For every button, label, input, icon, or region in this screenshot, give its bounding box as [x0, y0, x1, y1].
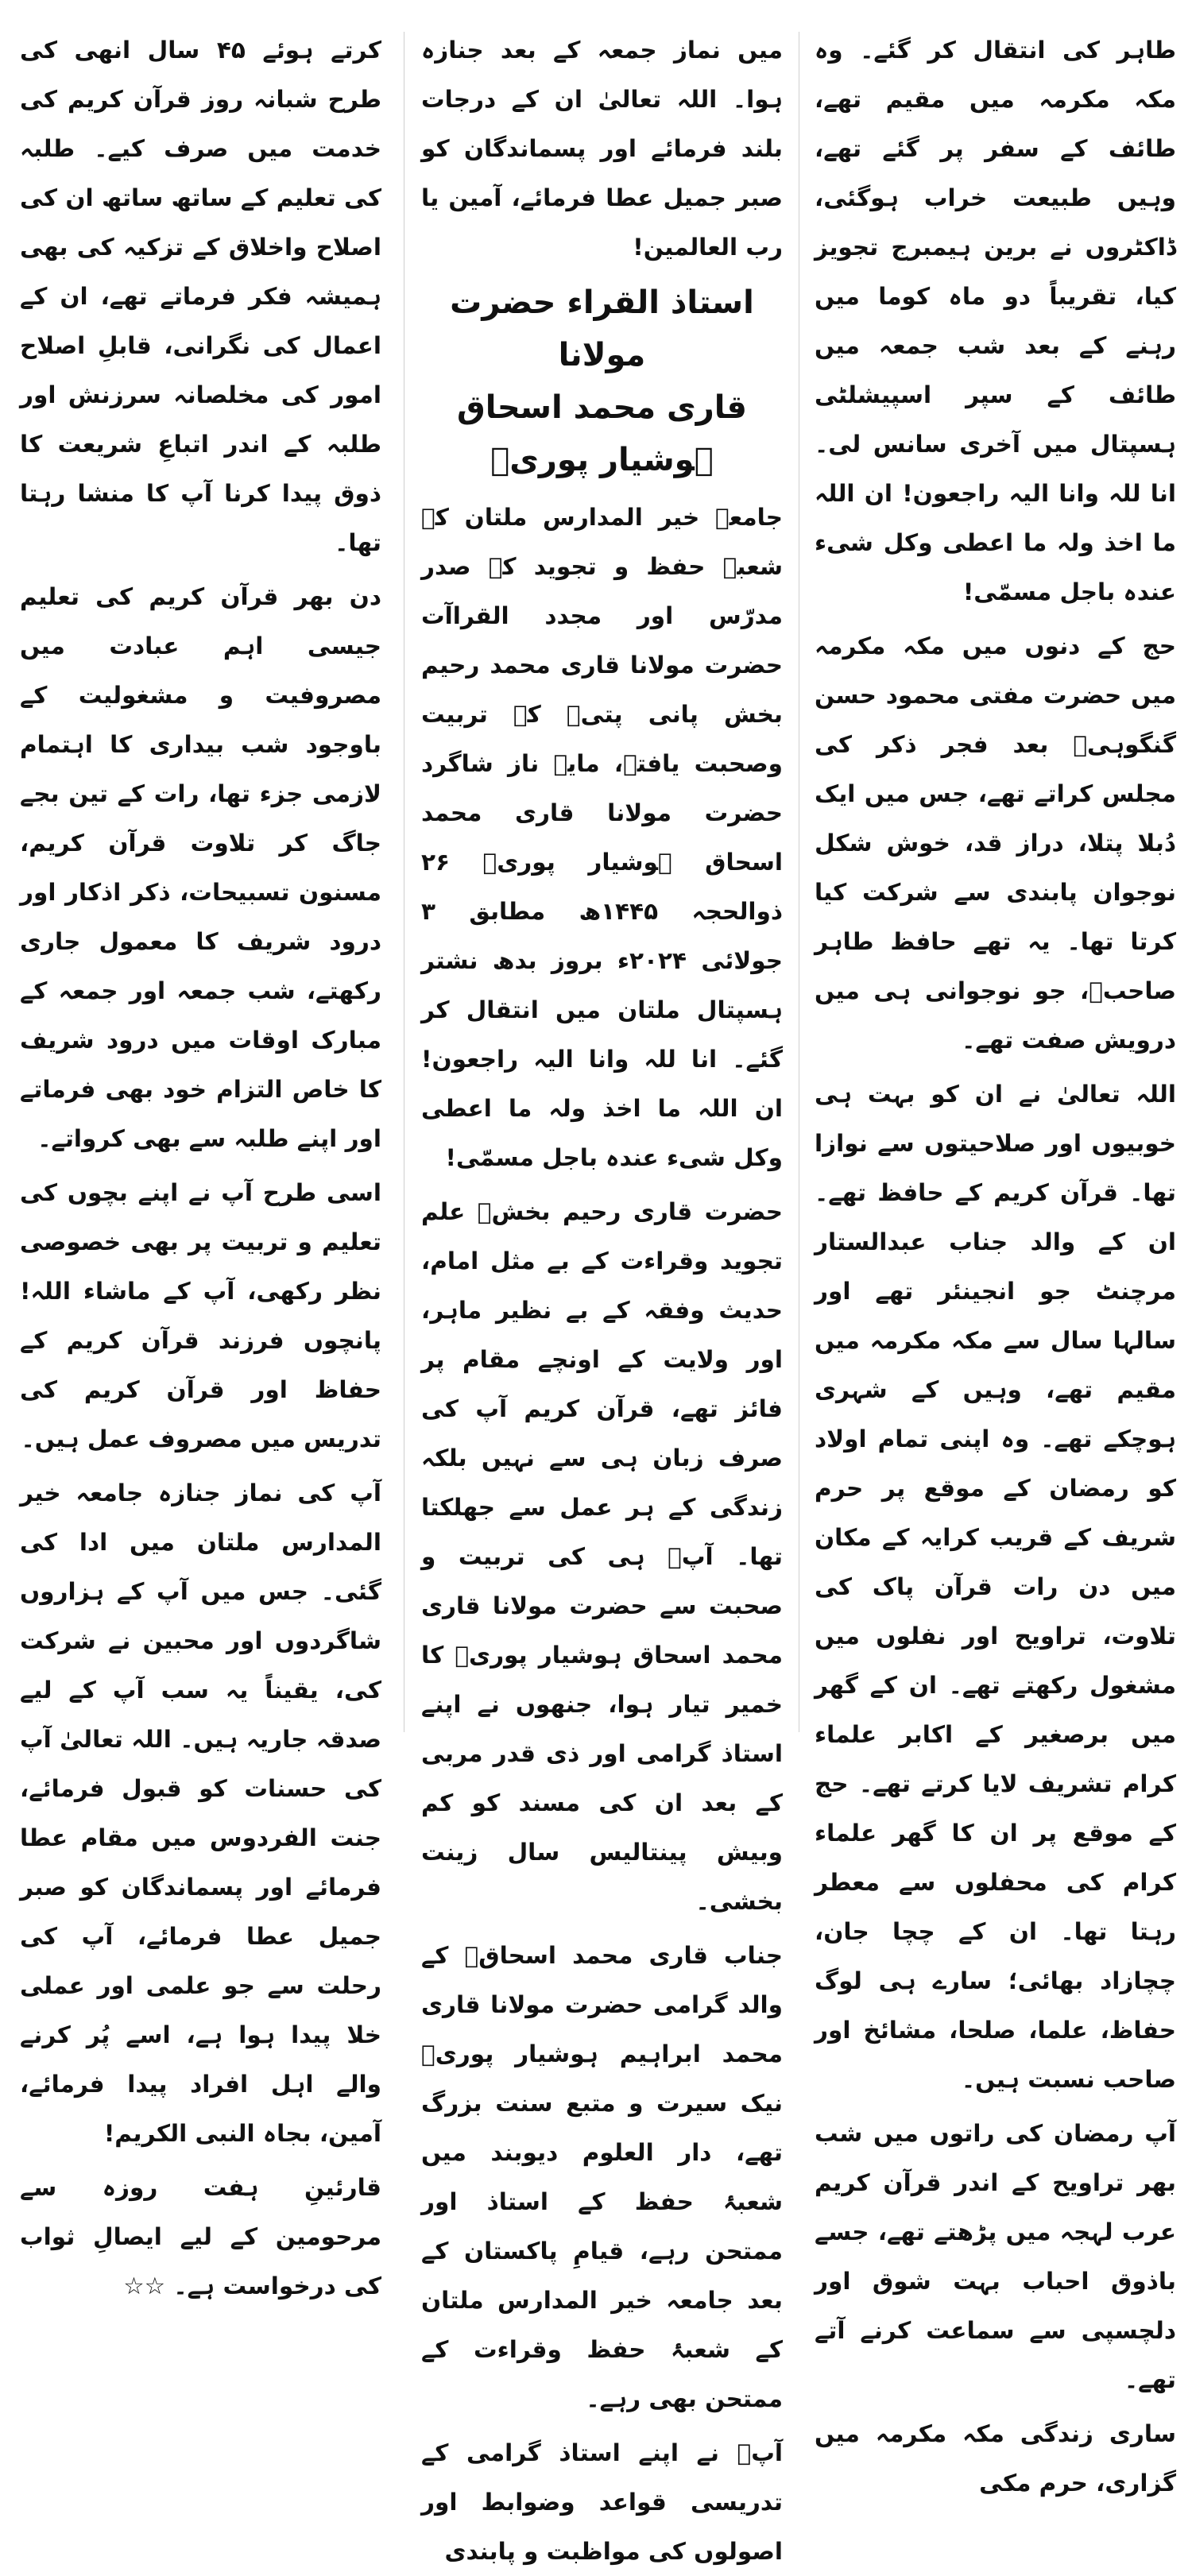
article-heading: [421, 277, 783, 486]
paragraph: حج کے دنوں میں مکہ مکرمہ میں حضرت مفتی محمود حسن گنگوہیؒ بعد فجر ذکر کی مجلس کراتے تھے، جس میں ایک دُبلا پتلا، دراز قد، خوش شکل نوجوان پابندی سے شرکت کیا کرتا تھا۔ یہ تھے حافظ طاہر صاحبؒ، جو نوجوانی ہی میں درویش صفت تھے۔: [815, 632, 1176, 1054]
paragraph: ساری زندگی مکہ مکرمہ میں گزاری، حرم مکی: [815, 2420, 1176, 2497]
paragraph: آپ رمضان کی راتوں میں شب بھر تراویح کے اندر قرآن کریم عرب لہجہ میں پڑھتے تھے، جسے باذوق احباب بہت شوق اور دلچسپی سے سماعت کرنے آتے تھے۔: [815, 2120, 1176, 2393]
paragraph: دن بھر قرآن کریم کی تعلیم جیسی اہم عبادت میں مصروفیت و مشغولیت کے باوجود شب بیداری کا اہتمام لازمی جزء تھا، رات کے تین بجے جاگ کر تلاوت قرآن کریم، مسنون تسبیحات، ذکر اذکار اور درود شریف کا معمول جاری رکھتے، شب جمعہ اور جمعہ کے مبارک اوقات میں درود شریف کا خاص التزام خود بھی فرماتے اور اپنے طلبہ سے بھی کرواتے۔: [20, 583, 381, 1152]
heading-line: قاری محمد اسحاق ہوشیار پوریؒ: [457, 389, 747, 478]
left-column: [20, 25, 381, 2299]
paragraph: کرتے ہوئے ۴۵ سال انھی کی طرح شبانہ روز قرآن کریم کی خدمت میں صرف کیے۔ طلبہ کی تعلیم کے ساتھ ساتھ ان کی اصلاح واخلاق کے تزکیہ کی بھی ہمیشہ فکر فرماتے تھے، ان کے اعمال کی نگرانی، قابلِ اصلاح امور کی مخلصانہ سرزنش اور طلبہ کے اندر اتباعِ شریعت کا ذوق پیدا کرنا آپ کا منشا رہتا تھا۔: [20, 37, 381, 556]
middle-column: [421, 25, 783, 2565]
heading-line: استاذ القراء حضرت مولانا: [450, 284, 754, 373]
paragraph: جامعہ خیر المدارس ملتان کے شعبۂ حفظ و تجوید کے صدر مدرّس اور مجدد القراآت حضرت مولانا قاری محمد رحیم بخش پانی پتیؒ کے تربیت وصحبت یافتہ، مایہ ناز شاگرد حضرت مولانا قاری محمد اسحاق ہوشیار پوریؒ ۲۶ ذوالحجہ ۱۴۴۵ھ مطابق ۳ جولائی ۲۰۲۴ء بروز بدھ نشتر ہسپتال ملتان میں انتقال کر گئے۔ انا للہ وانا الیہ راجعون! ان اللہ ما اخذ ولہ ما اعطی وکل شیء عندہ باجل مسمّی!: [421, 504, 783, 1171]
right-column: [815, 25, 1176, 2497]
paragraph: جناب قاری محمد اسحاقؒ کے والد گرامی حضرت مولانا قاری محمد ابراہیم ہوشیار پوریؒ نیک سیرت و متبع سنت بزرگ تھے، دار العلوم دیوبند میں شعبۂ حفظ کے استاذ اور ممتحن رہے، قیامِ پاکستان کے بعد جامعہ خیر المدارس ملتان کے شعبۂ حفظ وقراءت کے ممتحن بھی رہے۔: [421, 1942, 783, 2412]
paragraph: اسی طرح آپ نے اپنے بچوں کی تعلیم و تربیت پر بھی خصوصی نظر رکھی، آپ کے ماشاء اللہ! پانچوں فرزند قرآن کریم کے حفاظ اور قرآن کریم کی تدریس میں مصروف عمل ہیں۔: [20, 1179, 381, 1452]
paragraph: آپ کی نماز جنازہ جامعہ خیر المدارس ملتان میں ادا کی گئی۔ جس میں آپ کے ہزاروں شاگردوں اور محبین نے شرکت کی، یقیناً یہ سب آپ کے لیے صدقہ جاریہ ہیں۔ اللہ تعالیٰ آپ کی حسنات کو قبول فرمائے، جنت الفردوس میں مقام عطا فرمائے اور پسماندگان کو صبر جمیل عطا فرمائے، آپ کی رحلت سے جو علمی اور عملی خلا پیدا ہوا ہے، اسے پُر کرنے والے اہل افراد پیدا فرمائے، آمین، بجاہ النبی الکریم!: [20, 1479, 381, 2147]
paragraph: آپؒ نے اپنے استاذ گرامی کے تدریسی قواعد وضوابط اور اصولوں کی مواظبت و پابندی: [421, 2439, 783, 2565]
paragraph: حضرت قاری رحیم بخشؒ علم تجوید وقراءت کے بے مثل امام، حدیث وفقہ کے بے نظیر ماہر، اور ولایت کے اونچے مقام پر فائز تھے، قرآن کریم آپ کی صرف زبان ہی سے نہیں بلکہ زندگی کے ہر عمل سے جھلکتا تھا۔ آپؒ ہی کی تربیت و صحبت سے حضرت مولانا قاری محمد اسحاق ہوشیار پوریؒ کا خمیر تیار ہوا، جنھوں نے اپنے استاذ گرامی اور ذی قدر مربی کے بعد ان کی مسند کو کم وبیش پینتالیس سال زینت بخشی۔: [421, 1198, 783, 1915]
paragraph: میں نماز جمعہ کے بعد جنازہ ہوا۔ اللہ تعالیٰ ان کے درجات بلند فرمائے اور پسماندگان کو صبر جمیل عطا فرمائے، آمین یا رب العالمین!: [421, 37, 783, 261]
paragraph: قارئینِ ہفت روزہ سے مرحومین کے لیے ایصالِ ثواب کی درخواست ہے۔ ☆☆: [20, 2174, 381, 2299]
paragraph: اللہ تعالیٰ نے ان کو بہت ہی خوبیوں اور صلاحیتوں سے نوازا تھا۔ قرآن کریم کے حافظ تھے۔ ان کے والد جناب عبدالستار مرچنٹ جو انجینئر تھے اور سالہا سال سے مکہ مکرمہ میں مقیم تھے، وہیں کے شہری ہوچکے تھے۔ وہ اپنی تمام اولاد کو رمضان کے موقع پر حرم شریف کے قریب کرایہ کے مکان میں دن رات قرآن پاک کی تلاوت، تراویح اور نفلوں میں مشغول رکھتے تھے۔ ان کے گھر میں برصغیر کے اکابر علماء کرام تشریف لایا کرتے تھے۔ حج کے موقع پر ان کا گھر علماء کرام کی محفلوں سے معطر رہتا تھا۔ ان کے چچا جان، چچازاد بھائی؛ سارے ہی لوگ حفاظ، علما، صلحا، مشائخ اور صاحب نسبت ہیں۔: [815, 1081, 1176, 2093]
paragraph: طاہر کی انتقال کر گئے۔ وہ مکہ مکرمہ میں مقیم تھے، طائف کے سفر پر گئے تھے، وہیں طبیعت خراب ہوگئی، ڈاکٹروں نے برین ہیمبرج تجویز کیا، تقریباً دو ماہ کوما میں رہنے کے بعد شب جمعہ میں طائف کے سپر اسپیشلٹی ہسپتال میں آخری سانس لی۔ انا للہ وانا الیہ راجعون! ان اللہ ما اخذ ولہ ما اعطی وکل شیء عندہ باجل مسمّی!: [815, 37, 1176, 605]
